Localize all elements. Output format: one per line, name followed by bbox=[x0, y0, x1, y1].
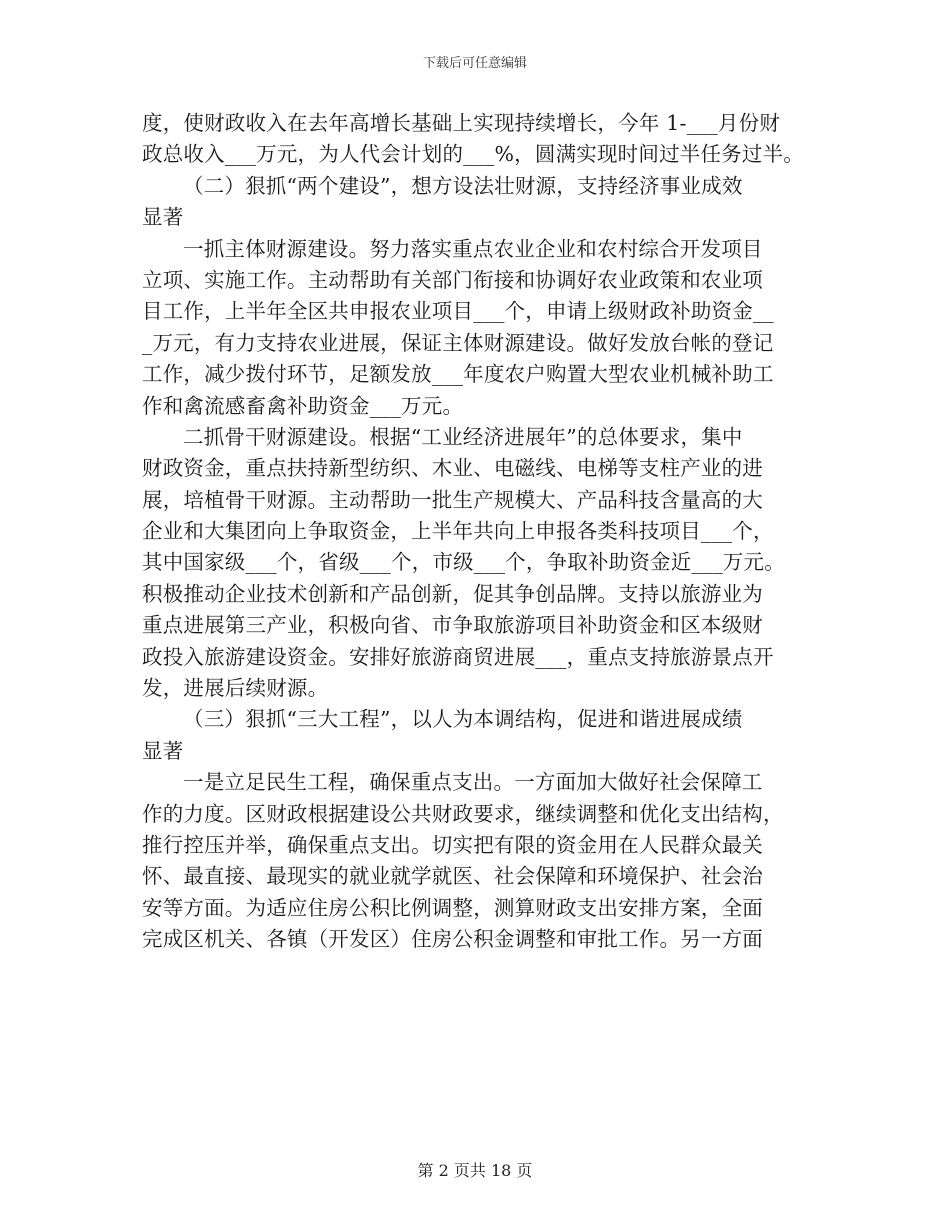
text-line: 政总收入___万元，为人代会计划的___%，圆满实现时间过半任务过半。 bbox=[142, 142, 804, 167]
text-line: 立项、实施工作。主动帮助有关部门衔接和协调好农业政策和农业项 bbox=[142, 267, 763, 292]
text-line: 显著 bbox=[142, 738, 184, 763]
text-line: （二）狠抓“两个建设”，想方设法壮财源，支持经济事业成效 bbox=[183, 173, 743, 198]
text-line: 政投入旅游建设资金。安排好旅游商贸进展___，重点支持旅游景点开 bbox=[142, 644, 774, 669]
text-line: （三）狠抓“三大工程”，以人为本调结构，促进和谐进展成绩 bbox=[183, 707, 743, 732]
page-header: 下载后可任意编辑 bbox=[422, 56, 527, 71]
text-line: 工作，减少拨付环节，足额发放___年度农户购置大型农业机械补助工 bbox=[142, 362, 774, 387]
text-line: 积极推动企业技术创新和产品创新，促其争创品牌。支持以旅游业为 bbox=[142, 581, 763, 606]
text-line: 二抓骨干财源建设。根据“工业经济进展年”的总体要求，集中 bbox=[183, 424, 743, 449]
text-line: 其中国家级___个，省级___个，市级___个，争取补助资金近___万元。 bbox=[142, 550, 785, 575]
text-line: 重点进展第三产业，积极向省、市争取旅游项目补助资金和区本级财 bbox=[142, 613, 763, 638]
text-line: 怀、最直接、最现实的就业就学就医、社会保障和环境保护、社会治 bbox=[142, 864, 763, 889]
document-body bbox=[142, 108, 810, 956]
text-line: 目工作，上半年全区共申报农业项目___个，申请上级财政补助资金__ bbox=[142, 299, 774, 324]
text-line: 一是立足民生工程，确保重点支出。一方面加大做好社会保障工 bbox=[183, 770, 763, 795]
text-line: _万元，有力支持农业进展，保证主体财源建设。做好发放台帐的登记 bbox=[142, 330, 774, 355]
text-line: 企业和大集团向上争取资金，上半年共向上申报各类科技项目___个， bbox=[142, 519, 774, 544]
text-line: 一抓主体财源建设。努力落实重点农业企业和农村综合开发项目 bbox=[183, 236, 763, 261]
text-line: 财政资金，重点扶持新型纺织、木业、电磁线、电梯等支柱产业的进 bbox=[142, 456, 763, 481]
text-line: 显著 bbox=[142, 205, 184, 230]
text-line: 展，培植骨干财源。主动帮助一批生产规模大、产品科技含量高的大 bbox=[142, 487, 763, 512]
text-line: 发，进展后续财源。 bbox=[142, 676, 329, 701]
text-line: 推行控压并举，确保重点支出。切实把有限的资金用在人民群众最关 bbox=[142, 832, 763, 857]
text-line: 作和禽流感畜禽补助资金___万元。 bbox=[142, 393, 464, 418]
text-line: 安等方面。为适应住房公积比例调整，测算财政支出安排方案，全面 bbox=[142, 895, 763, 920]
text-line: 完成区机关、各镇（开发区）住房公积金调整和审批工作。另一方面 bbox=[142, 927, 763, 952]
text-line: 作的力度。区财政根据建设公共财政要求，继续调整和优化支出结构， bbox=[142, 801, 784, 826]
page-footer: 第 2 页共 18 页 bbox=[417, 1161, 533, 1180]
text-line: 度，使财政收入在去年高增长基础上实现持续增长，今年 1-___月份财 bbox=[142, 111, 781, 135]
